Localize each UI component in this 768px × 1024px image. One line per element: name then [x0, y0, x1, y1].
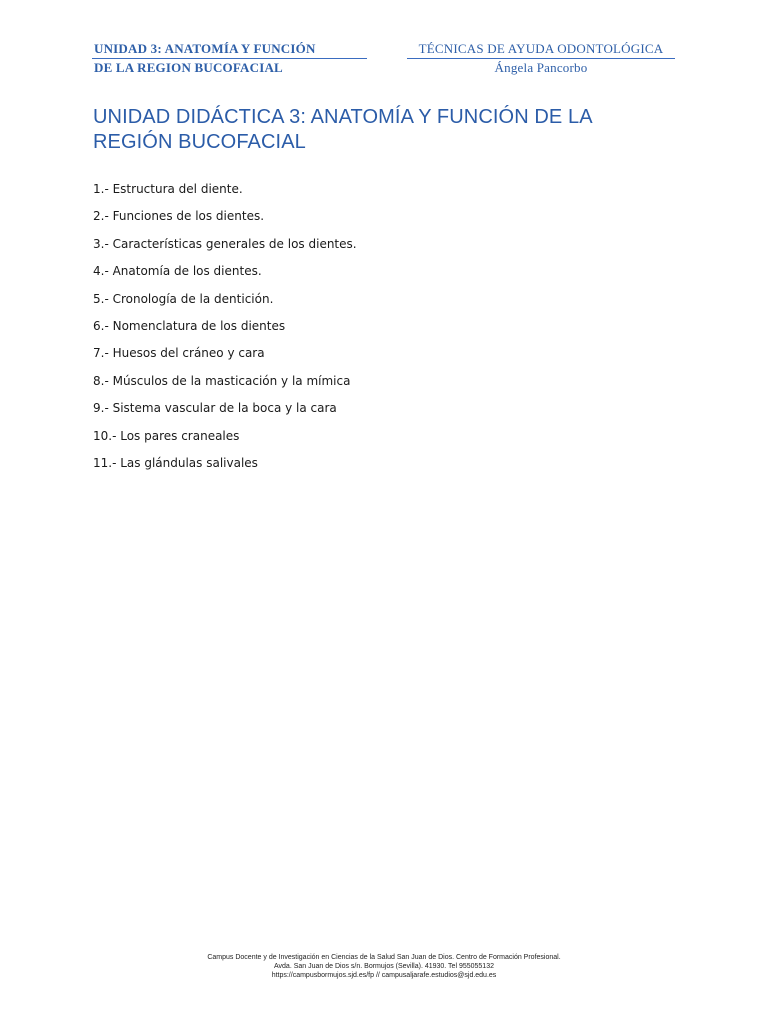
toc-item: 9.- Sistema vascular de la boca y la cara	[93, 401, 337, 416]
toc-item: 1.- Estructura del diente.	[93, 182, 243, 196]
page-footer	[0, 953, 768, 980]
toc-item: 10.- Los pares craneales	[93, 428, 240, 443]
toc-item: 3.- Características generales de los dientes.	[93, 236, 357, 251]
footer-address: Avda. San Juan de Dios s/n. Bormujos (Sevilla). 41930. Tel 955055132	[274, 963, 494, 970]
page-title-line-2: REGIÓN BUCOFACIAL	[93, 131, 306, 153]
toc-item: 11.- Las glándulas salivales	[93, 455, 258, 470]
header-course-info	[407, 40, 675, 77]
toc-item: 5.- Cronología de la dentición.	[93, 291, 274, 306]
toc-item: 2.- Funciones de los dientes.	[93, 209, 265, 224]
footer-institution: Campus Docente y de Investigación en Ciencias de la Salud San Juan de Dios. Centro de Formación Profesional.	[207, 954, 561, 961]
toc-item: 8.- Músculos de la masticación y la mímica	[93, 373, 351, 388]
toc-item: 6.- Nomenclatura de los dientes	[93, 318, 286, 333]
header-unit-title	[92, 40, 367, 77]
toc-item: 7.- Huesos del cráneo y cara	[93, 346, 265, 361]
header-unit-line-2: DE LA REGION BUCOFACIAL	[94, 60, 283, 75]
header-unit-line-1: UNIDAD 3: ANATOMÍA Y FUNCIÓN	[92, 40, 367, 59]
table-of-contents	[93, 180, 357, 481]
footer-links: https://campusbormujos.sjd.es/fp // campusaljarafe.estudios@sjd.edu.es	[271, 972, 497, 979]
page-title-line-1: UNIDAD DIDÁCTICA 3: ANATOMÍA Y FUNCIÓN DE LA	[93, 106, 593, 128]
toc-item: 4.- Anatomía de los dientes.	[93, 264, 262, 279]
header-author: Ángela Pancorbo	[494, 60, 588, 75]
header-course-name: TÉCNICAS DE AYUDA ODONTOLÓGICA	[407, 40, 675, 59]
page-title	[93, 105, 653, 155]
